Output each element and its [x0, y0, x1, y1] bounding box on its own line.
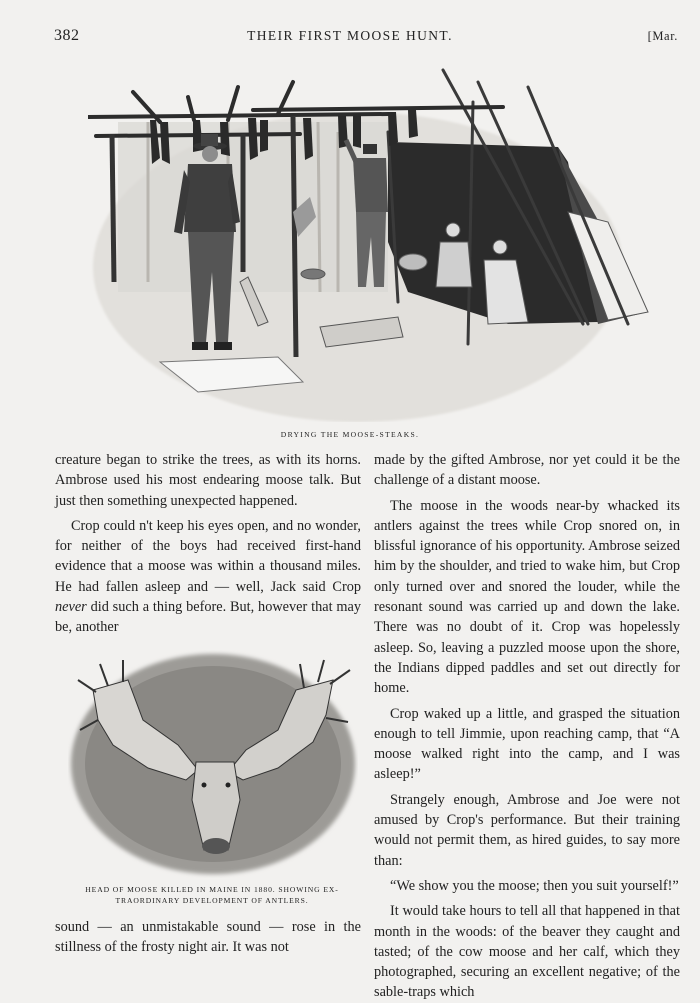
paragraph: made by the gifted Ambrose, nor yet could it be the challenge of a distant moose. [374, 452, 680, 489]
paragraph: Strangely enough, Ambrose and Joe were not amused by Crop's performance. But their training would not permit them, as hired guides, to say more than: [374, 791, 680, 869]
camp-illustration [88, 62, 650, 422]
figure1-caption: DRYING THE MOOSE-STEAKS. [280, 430, 420, 439]
left-column-top [55, 450, 361, 638]
left-column-bottom [55, 917, 361, 958]
paragraph-crop-asleep: Crop could n't keep his eyes open, and no wonder, for neither of the boys had received first-hand evidence that a moose was within a thousand miles. He had fallen asleep and — well, Jack said Crop never did such a thing before. But, however that may be, another [55, 517, 361, 636]
paragraph: creature began to strike the trees, as with its horns. Ambrose used his most endearing moose talk. But just then something unexpected happened. [55, 452, 361, 509]
paragraph: sound — an unmistakable sound — rose in the stillness of the frosty night air. It was not [55, 919, 361, 956]
running-title: THEIR FIRST MOOSE HUNT. [247, 28, 453, 43]
section-mark: [Mar. [647, 29, 678, 43]
page-number: 382 [54, 27, 80, 44]
right-column [374, 450, 680, 1003]
paragraph: It would take hours to tell all that happened in that month in the woods: of the beaver they caught and tasted; of the cow moose and her calf, which they photographed, securing an excellent negative; of the sable-traps which [374, 903, 680, 1001]
paragraph: Crop waked up a little, and grasped the situation enough to tell Jimmie, upon reaching camp, that “A moose walked right into the camp, and I was asleep!” [374, 705, 680, 783]
moose-head-illustration [68, 650, 358, 878]
paragraph: “We show you the moose; then you suit yourself!” [390, 877, 679, 894]
paragraph: The moose in the woods near-by whacked its antlers against the trees while Crop snored on, in blissful ignorance of his opportunity. Ambrose seized him by the shoulder, and tried to wake him, but Crop only turned over and snored the louder, while the resonant sound was carried up and down the lake. There was no doubt of it. Crop was hopelessly asleep. So, leaving a puzzled moose upon the shore, the Indians dipped paddles and set out directly for home. [374, 497, 680, 697]
running-head [0, 27, 700, 47]
figure2-caption: HEAD OF MOOSE KILLED IN MAINE IN 1880. SHOWING EX- TRAORDINARY DEVELOPMENT OF ANTLERS. [85, 885, 339, 905]
